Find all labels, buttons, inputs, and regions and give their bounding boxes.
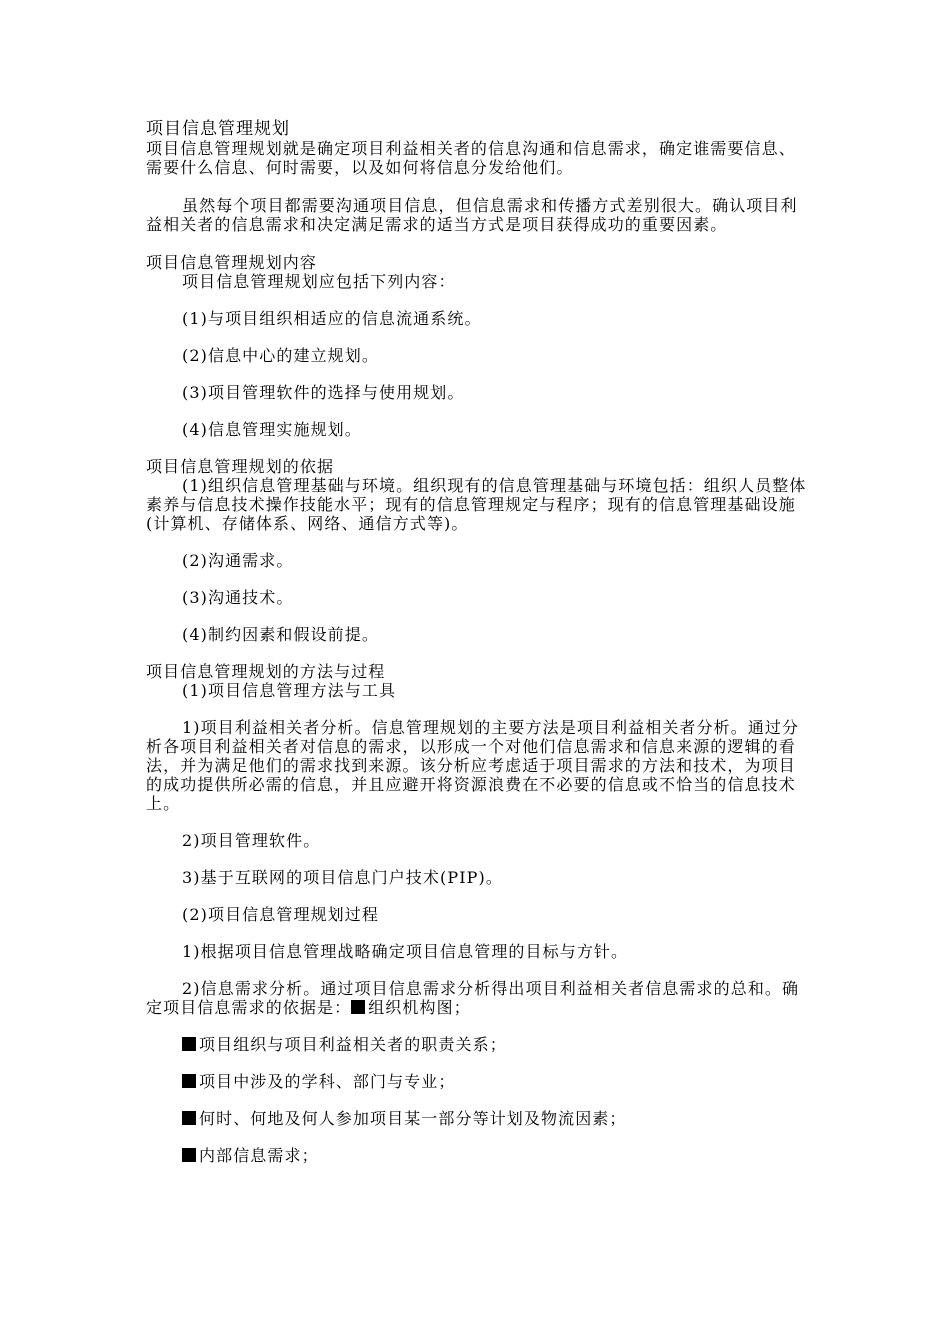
square-bullet-icon	[182, 1148, 196, 1162]
bullet-text: 项目组织与项目利益相关者的职责关系；	[199, 1035, 507, 1054]
bullet-item-3	[146, 1109, 811, 1128]
square-bullet-icon	[182, 1074, 196, 1088]
bullet-item-1	[146, 1035, 811, 1054]
intro-paragraph: 项目信息管理规划就是确定项目利益相关者的信息沟通和信息需求，确定谁需要信息、需要什么信息、何时需要，以及如何将信息分发给他们。	[146, 139, 796, 177]
method-heading: 项目信息管理规划的方法与过程	[146, 662, 386, 681]
method-paragraph-2: 2)项目管理软件。	[182, 831, 321, 850]
process-paragraph-2	[146, 979, 811, 1017]
square-bullet-icon	[182, 1111, 196, 1125]
bullet-text: 何时、何地及何人参加项目某一部分等计划及物流因素；	[199, 1109, 627, 1128]
method-subheading-2: (2)项目信息管理规划过程	[182, 905, 379, 924]
basis-item-4: (4)制约因素和假设前提。	[182, 625, 379, 644]
process-paragraph-2-tail: 组织机构图；	[368, 998, 471, 1017]
bullet-text: 项目中涉及的学科、部门与专业；	[199, 1072, 456, 1091]
content-item-2: (2)信息中心的建立规划。	[182, 346, 379, 365]
bullet-item-2	[146, 1072, 811, 1091]
basis-item-2: (2)沟通需求。	[182, 551, 294, 570]
content-heading: 项目信息管理规划内容	[146, 253, 318, 272]
process-paragraph-1: 1)根据项目信息管理战略确定项目信息管理的目标与方针。	[182, 942, 629, 961]
bullet-text: 内部信息需求；	[199, 1146, 319, 1165]
content-item-4: (4)信息管理实施规划。	[182, 420, 362, 439]
square-bullet-icon	[182, 1037, 196, 1051]
intro-paragraph-2: 虽然每个项目都需要沟通项目信息，但信息需求和传播方式差别很大。确认项目利益相关者的信息需求和决定满足需求的适当方式是项目获得成功的重要因素。	[146, 196, 798, 234]
document-page	[146, 120, 811, 1165]
content-item-3: (3)项目管理软件的选择与使用规划。	[182, 383, 465, 402]
square-bullet-icon	[351, 1000, 365, 1014]
basis-item-1: (1)组织信息管理基础与环境。组织现有的信息管理基础与环境包括：组织人员整体素养与信息技术操作技能水平；现有的信息管理规定与程序；现有的信息管理基础设施(计算机、存储体系、网络、通信方式等)。	[146, 476, 807, 533]
content-item-1: (1)与项目组织相适应的信息流通系统。	[182, 309, 482, 328]
content-lead: 项目信息管理规划应包括下列内容：	[182, 272, 456, 291]
bullet-item-4	[146, 1146, 811, 1165]
basis-heading: 项目信息管理规划的依据	[146, 457, 335, 476]
basis-item-3: (3)沟通技术。	[182, 588, 294, 607]
method-paragraph-3: 3)基于互联网的项目信息门户技术(PIP)。	[182, 868, 503, 887]
doc-title: 项目信息管理规划	[146, 119, 290, 139]
process-paragraph-2-text: 2)信息需求分析。通过项目信息需求分析得出项目利益相关者信息需求的总和。确定项目信息需求的依据是：	[146, 979, 800, 1017]
method-subheading-1: (1)项目信息管理方法与工具	[182, 681, 397, 700]
method-paragraph-1: 1)项目利益相关者分析。信息管理规划的主要方法是项目利益相关者分析。通过分析各项目利益相关者对信息的需求，以形成一个对他们信息需求和信息来源的逻辑的看法，并为满足他们的需求找到来源。该分析应考虑适于项目需求的方法和技术，为项目的成功提供所必需的信息，并且应避开将资源浪费在不必要的信息或不恰当的信息技术上。	[146, 718, 800, 813]
